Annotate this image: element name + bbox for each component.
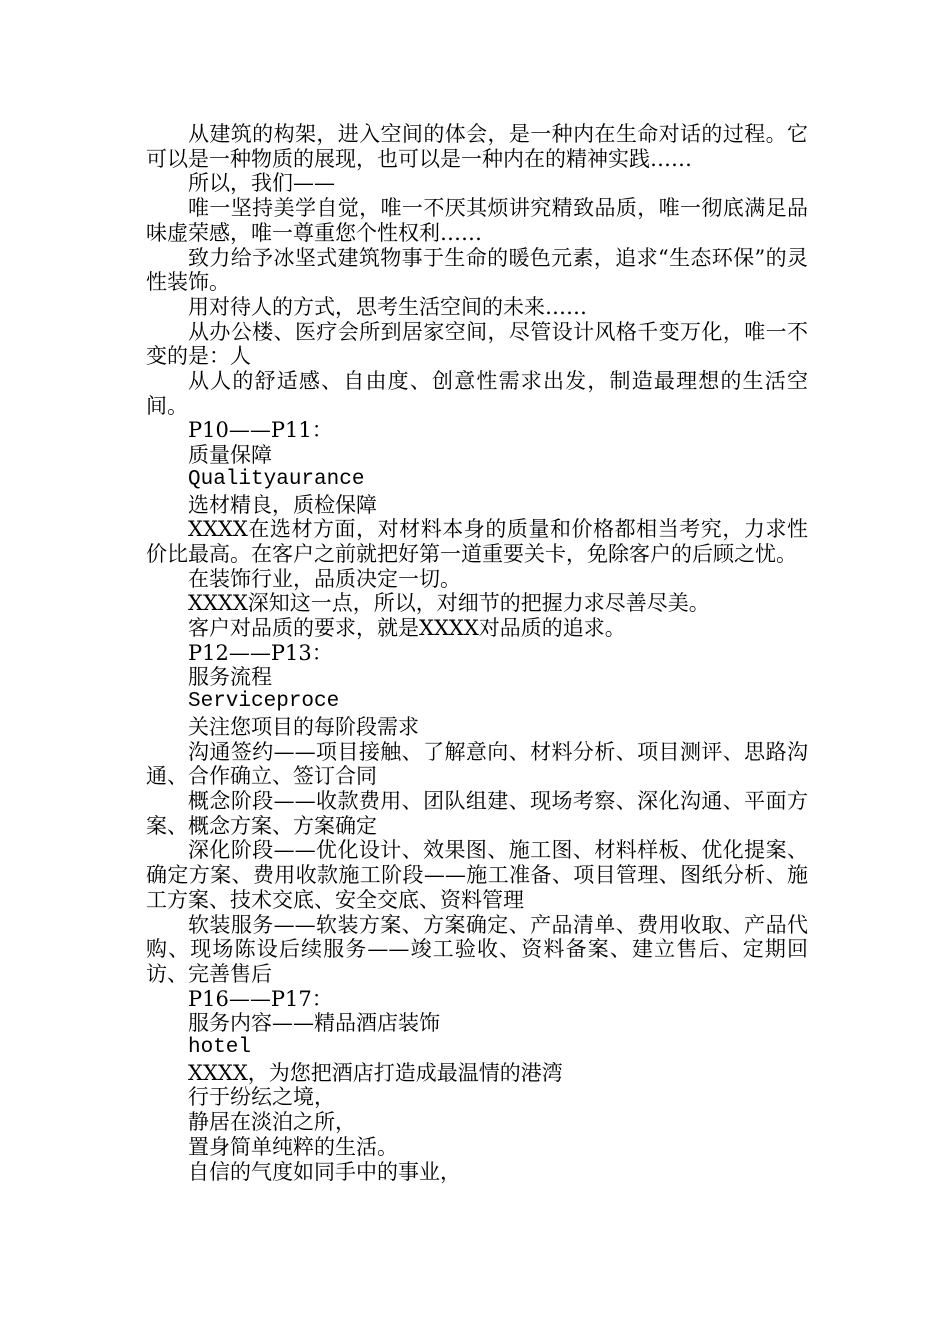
paragraph: 在装饰行业，品质决定一切。 (188, 566, 461, 591)
section-title: 服务流程 (188, 665, 272, 690)
section-english-title: Serviceproce (188, 690, 340, 714)
paragraph: XXXX，为您把酒店打造成最温情的港湾 (188, 1060, 563, 1085)
paragraph: 沟通签约——项目接触、了解意向、材料分析、项目测评、思路沟通、合作确立、签订合同 (146, 739, 808, 789)
paragraph: 唯一坚持美学自觉，唯一不厌其烦讲究精致品质，唯一彻底满足品味虚荣感，唯一尊重您个性权利…… (146, 196, 808, 245)
paragraph: 所以，我们—— (188, 171, 335, 196)
paragraph: 自信的气度如同手中的事业， (188, 1159, 461, 1184)
section-english-title: Qualityaurance (188, 467, 365, 491)
paragraph: 概念阶段——收款费用、团队组建、现场考察、深化沟通、平面方案、概念方案、方案确定 (146, 788, 808, 838)
paragraph: 从人的舒适感、自由度、创意性需求出发，制造最理想的生活空间。 (146, 369, 808, 418)
section-page-range: P12——P13： (188, 640, 333, 665)
paragraph: 客户对品质的要求，就是XXXX对品质的追求。 (188, 616, 626, 641)
paragraph: 软装服务——软装方案、方案确定、产品清单、费用收取、产品代购、现场陈设后续服务——竣工验收、资料备案、建立售后、定期回访、完善售后 (146, 912, 808, 986)
section-page-range: P16——P17： (188, 986, 333, 1011)
document-body (146, 122, 808, 1184)
paragraph: 致力给予冰坚式建筑物事于生命的暖色元素，追求“生态环保”的灵性装饰。 (146, 245, 808, 295)
paragraph: 置身简单纯粹的生活。 (188, 1134, 398, 1159)
paragraph: 从办公楼、医疗会所到居家空间，尽管设计风格千变万化，唯一不变的是：人 (146, 319, 808, 369)
section-subtitle: 选材精良，质检保障 (188, 492, 377, 517)
paragraph: 静居在淡泊之所， (188, 1110, 356, 1135)
paragraph: 深化阶段——优化设计、效果图、施工图、材料样板、优化提案、确定方案、费用收款施工阶段——施工准备、项目管理、图纸分析、施工方案、技术交底、安全交底、资料管理 (146, 838, 808, 912)
paragraph: 从建筑的构架，进入空间的体会，是一种内在生命对话的过程。它可以是一种物质的展现，也可以是一种内在的精神实践…… (146, 122, 808, 171)
section-page-range: P10——P11： (188, 418, 333, 443)
paragraph: 行于纷纭之境， (188, 1085, 335, 1110)
paragraph: XXXX深知这一点，所以，对细节的把握力求尽善尽美。 (188, 591, 710, 616)
section-subtitle: 关注您项目的每阶段需求 (188, 714, 419, 739)
section-title: 质量保障 (188, 443, 272, 468)
paragraph: 用对待人的方式，思考生活空间的未来…… (188, 294, 587, 319)
section-title: 服务内容——精品酒店装饰 (188, 1011, 440, 1036)
paragraph: XXXX在选材方面，对材料本身的质量和价格都相当考究，力求性价比最高。在客户之前就把好第一道重要关卡，免除客户的后顾之忧。 (146, 517, 808, 566)
section-english-title: hotel (188, 1036, 252, 1060)
